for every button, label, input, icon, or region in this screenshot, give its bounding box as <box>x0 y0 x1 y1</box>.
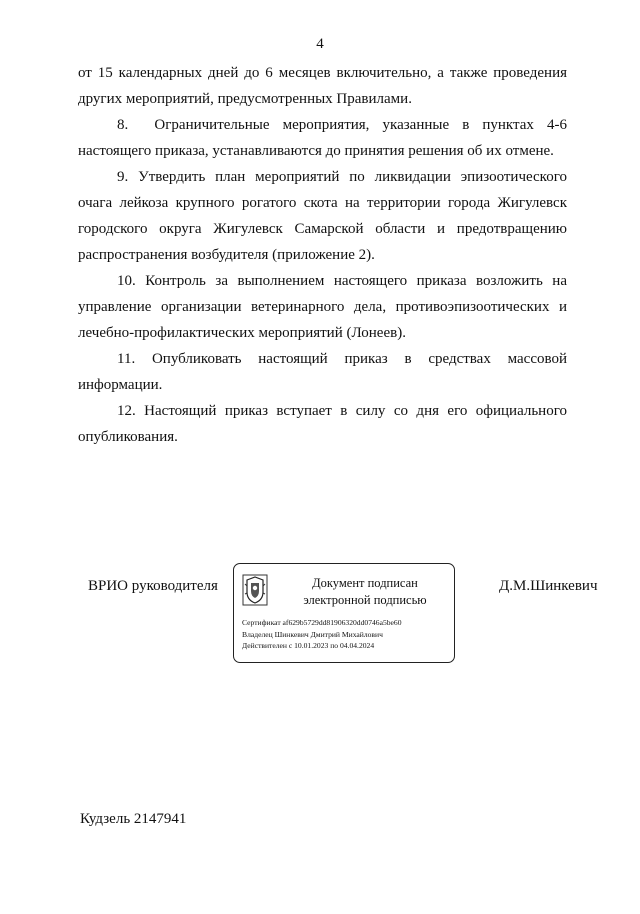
stamp-certificate: Сертификат af629b5729dd81906320dd0746a5be60 <box>242 618 402 627</box>
electronic-signature-stamp <box>233 563 455 663</box>
signer-name: Д.М.Шинкевич <box>499 578 598 594</box>
executor-reference: Кудзель 2147941 <box>80 811 187 827</box>
coat-of-arms-icon <box>242 574 268 606</box>
paragraph-10: 10. Контроль за выполнением настоящего приказа возложить на управление организации ветеринарного дела, противоэпизоотических и лечебно-профилактических мероприятий (Лонеев). <box>78 273 567 341</box>
signer-position: ВРИО руководителя <box>88 578 218 594</box>
stamp-details <box>242 617 452 652</box>
paragraph-9: 9. Утвердить план мероприятий по ликвидации эпизоотического очага лейкоза крупного рогатого скота на территории города Жигулевск городского округа Жигулевск Самарской области и предотвращению распространения возбудителя (приложение 2). <box>78 169 567 263</box>
stamp-title-line-1: Документ подписан <box>312 576 418 590</box>
paragraph-continuation: от 15 календарных дней до 6 месяцев включительно, а также проведения других мероприятий, предусмотренных Правилами. <box>78 65 567 107</box>
paragraph-8: 8. Ограничительные мероприятия, указанные в пунктах 4-6 настоящего приказа, устанавливаются до принятия решения об их отмене. <box>78 117 567 159</box>
stamp-owner: Владелец Шинкевич Дмитрий Михайлович <box>242 629 383 639</box>
stamp-validity: Действителен с 10.01.2023 по 04.04.2024 <box>242 641 375 650</box>
document-body <box>78 60 567 450</box>
paragraph-12: 12. Настоящий приказ вступает в силу со дня его официального опубликования. <box>78 403 567 445</box>
stamp-title <box>280 575 450 609</box>
page-number: 4 <box>316 36 324 52</box>
paragraph-11: 11. Опубликовать настоящий приказ в средствах массовой информации. <box>78 351 567 393</box>
stamp-title-line-2: электронной подписью <box>303 593 427 607</box>
